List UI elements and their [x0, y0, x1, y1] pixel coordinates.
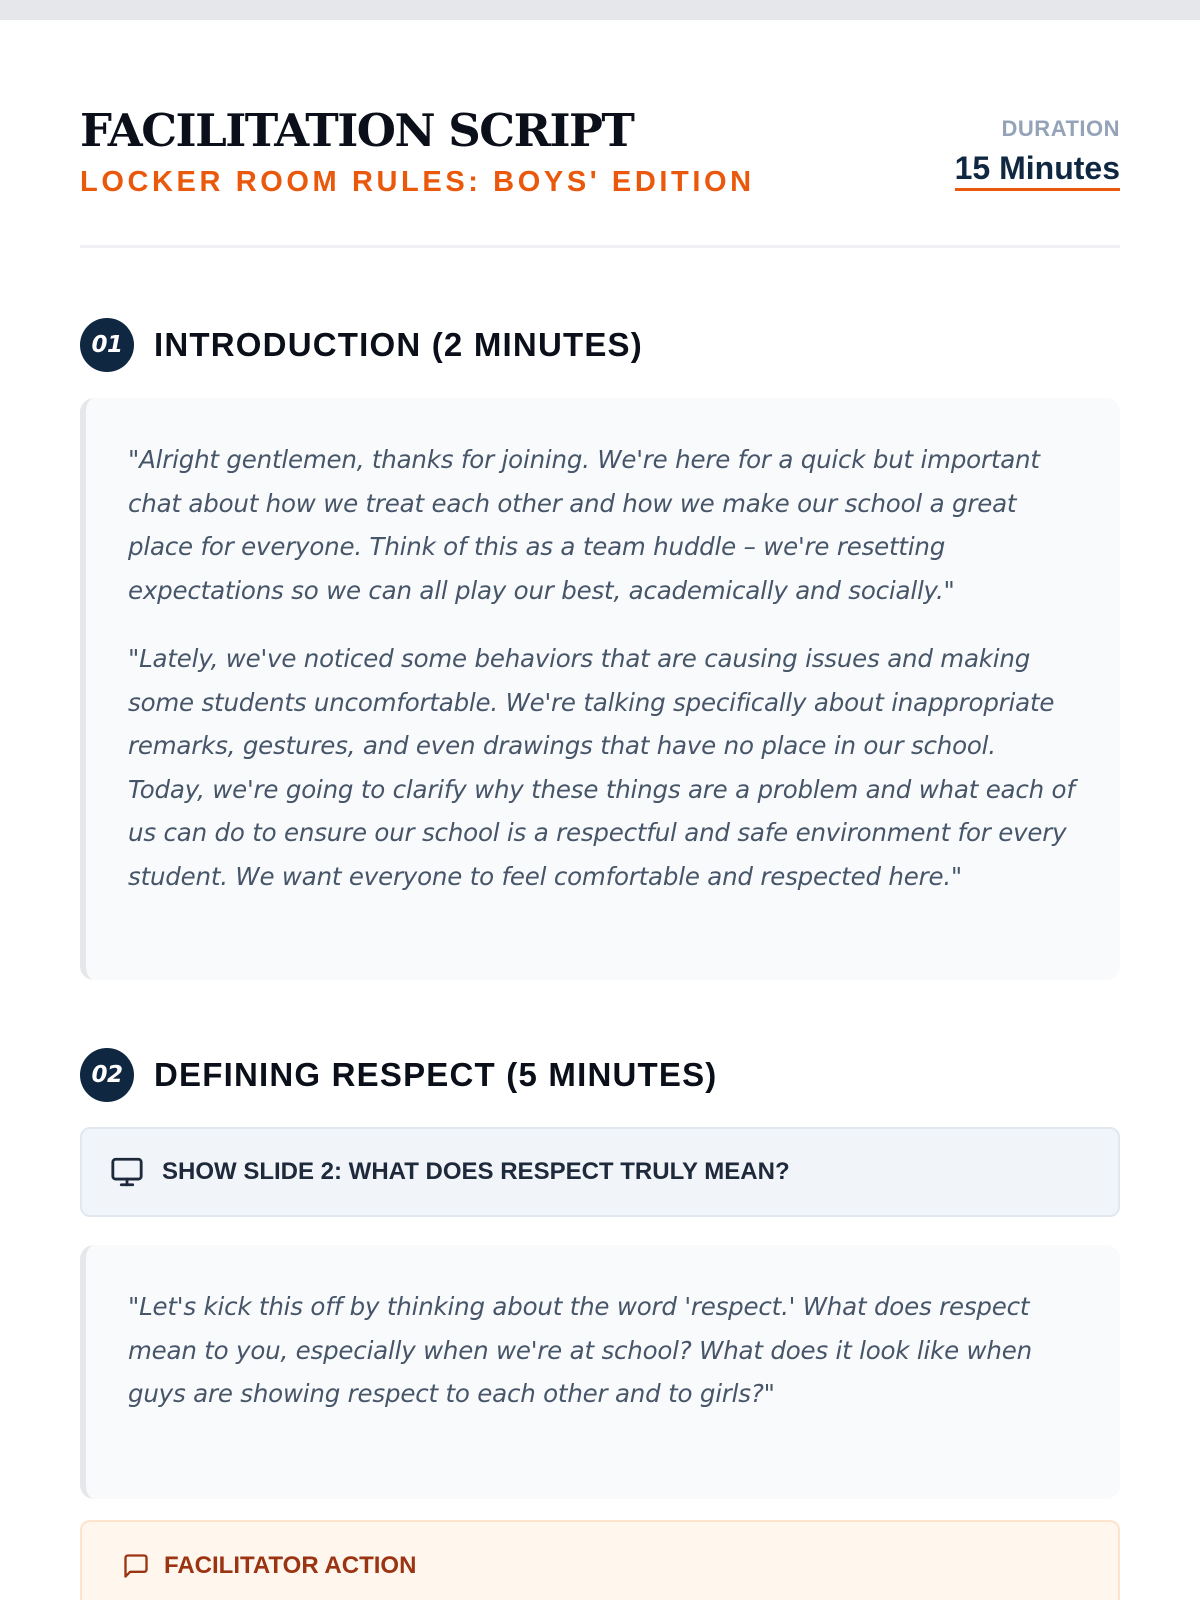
section-title: DEFINING RESPECT (5 MINUTES): [154, 1056, 718, 1093]
facilitator-action-label: FACILITATOR ACTION: [164, 1552, 417, 1579]
facilitator-action-heading: [122, 1552, 416, 1580]
script-paragraph: "Alright gentlemen, thanks for joining. We're here for a quick but important chat about how we treat each other and how we make our school a great place for everyone. Think of this as a team huddle – we're resetting expectations so we can all play our best, academically and socially.": [128, 445, 1040, 605]
section-number-badge: 01: [80, 318, 134, 372]
message-square-icon: [122, 1552, 150, 1580]
section-02-heading: [80, 1048, 717, 1102]
script-paragraph: "Lately, we've noticed some behaviors that are causing issues and making some students uncomfortable. We're talking specifically about inappropriate remarks, gestures, and even drawings that have no place in our school. Today, we're going to clarify why these things are a problem and what each of us can do to ensure our school is a respectful and safe environment for every student. We want everyone to feel comfortable and respected here.": [128, 644, 1075, 891]
page-title: FACILITATION SCRIPT: [80, 104, 634, 157]
section-01-heading: [80, 318, 643, 372]
section-number-badge: 02: [80, 1048, 134, 1102]
intro-script-card: [80, 398, 1120, 980]
duration-label: DURATION: [1001, 116, 1120, 141]
facilitation-script-page: [80, 20, 1120, 1579]
respect-script-card: [80, 1245, 1120, 1499]
slide-cue-text: SHOW SLIDE 2: WHAT DOES RESPECT TRULY MEAN?: [162, 1158, 790, 1185]
top-bar: [0, 0, 1200, 20]
duration-value: 15 Minutes: [955, 150, 1120, 191]
script-paragraph: "Let's kick this off by thinking about the word 'respect.' What does respect mean to you, especially when we're at school? What does it look like when guys are showing respect to each other and to girls?": [128, 1292, 1032, 1408]
page-subtitle: LOCKER ROOM RULES: BOYS' EDITION: [80, 166, 755, 198]
slide-cue-box: [80, 1127, 1120, 1217]
section-title: INTRODUCTION (2 MINUTES): [154, 326, 643, 363]
facilitator-action-box: [80, 1520, 1120, 1600]
monitor-icon: [110, 1155, 144, 1189]
document-header: [80, 20, 1120, 248]
